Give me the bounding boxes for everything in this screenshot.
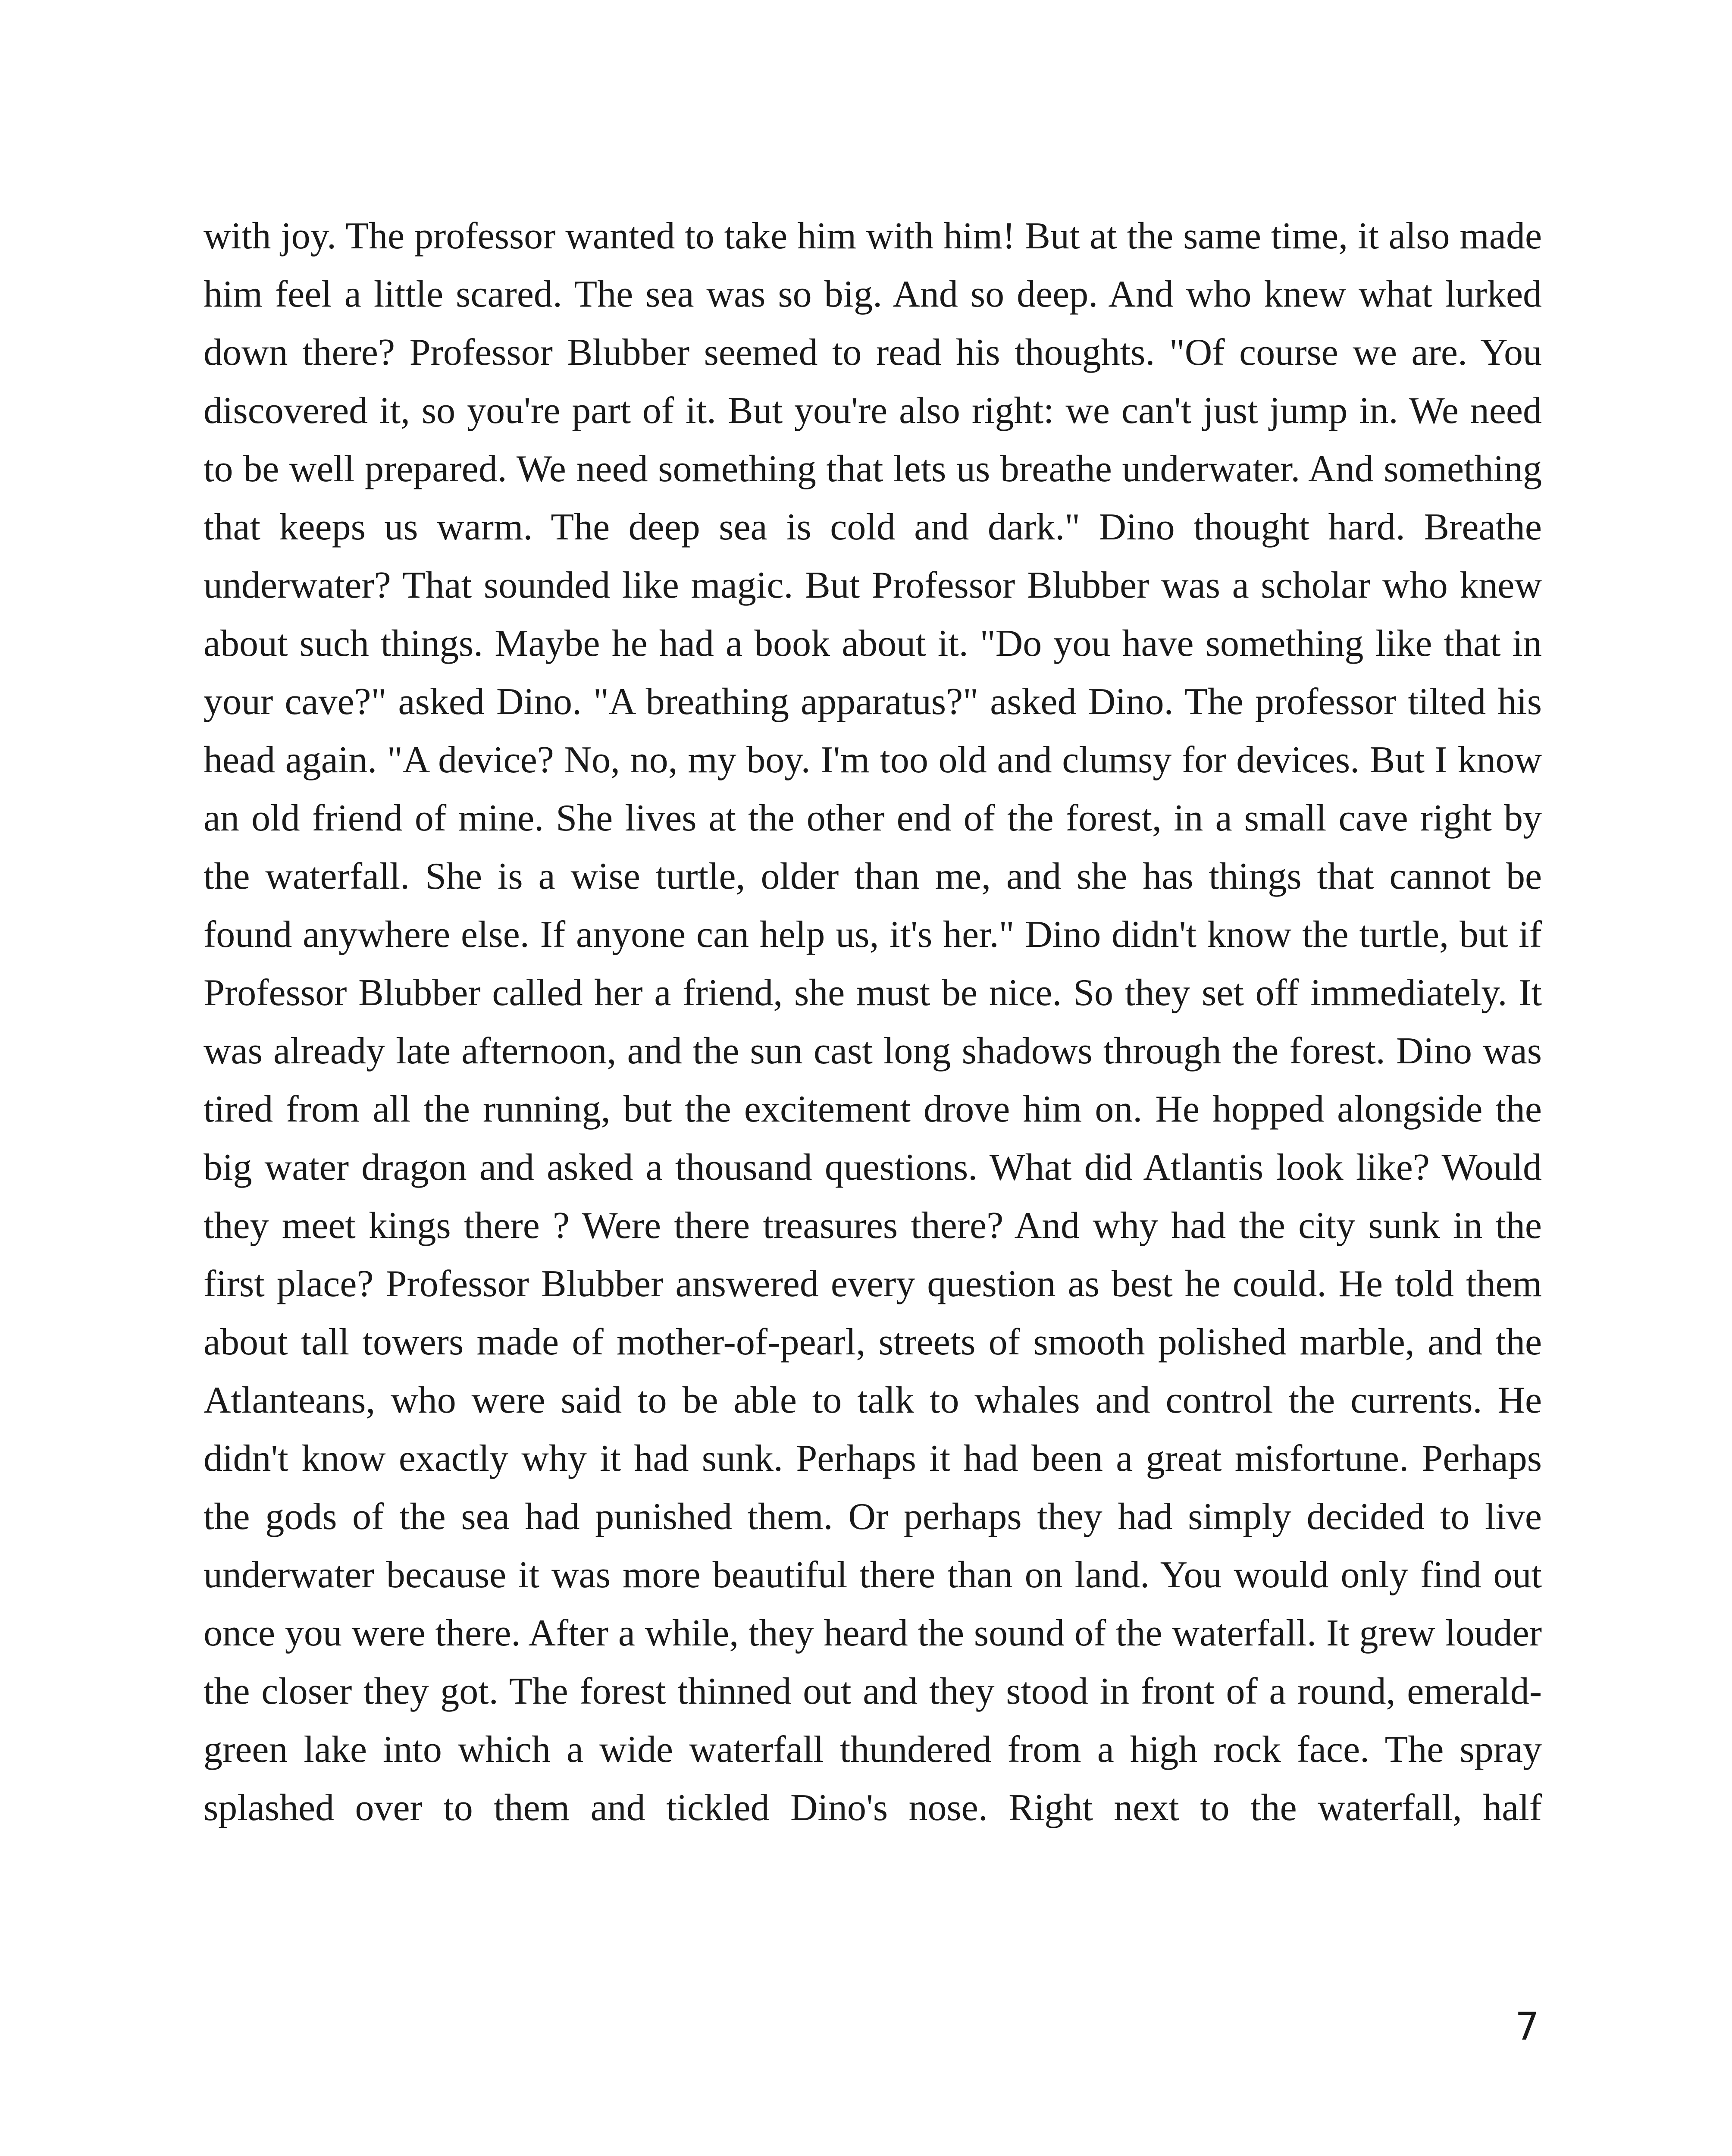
body-paragraph: with joy. The professor wanted to take him with him! But at the same time, it also made him feel a little scared. The sea was so big. And so deep. And who knew what lurked down there? Professor Blubber seemed to read his thoughts. "Of course we are. You discovered it, so you're part of it. But you're also right: we can't just jump in. We need to be well prepared. We need something that lets us breathe underwater. And something that keeps us warm. The deep sea is cold and dark." Dino thought hard. Breathe underwater? That sounded like magic. But Professor Blubber was a scholar who knew about such things. Maybe he had a book about it. "Do you have something like that in your cave?" asked Dino. "A breathing apparatus?" asked Dino. The professor tilted his head again. "A device? No, no, my boy. I'm too old and clumsy for devices. But I know an old friend of mine. She lives at the other end of the forest, in a small cave right by the waterfall. She is a wise turtle, older than me, and she has things that cannot be found anywhere else. If anyone can help us, it's her." Dino didn't know the turtle, but if Professor Blubber called her a friend, she must be nice. So they set off immediately. It was already late afternoon, and the sun cast long shadows through the forest. Dino was tired from all the running, but the excitement drove him on. He hopped alongside the big water dragon and asked a thousand questions. What did Atlantis look like? Would they meet kings there ? Were there treasures there? And why had the city sunk in the first place? Professor Blubber answered every question as best he could. He told them about tall towers made of mother-of-pearl, streets of smooth polished marble, and the Atlanteans, who were said to be able to talk to whales and control the currents. He didn't know exactly why it had sunk. Perhaps it had been a great misfortune. Perhaps the gods of the sea had punished them. Or perhaps they had simply decided to live underwater because it was more beautiful there than on land. You would only find out once you were there. After a while, they heard the sound of the waterfall. It grew louder the closer they got. The forest thinned out and they stood in front of a round, emerald-green lake into which a wide waterfall thundered from a high rock face. The spray splashed over to them and tickled Dino's nose. Right next to the waterfall, half	[204, 215, 1542, 1829]
page-number: 7	[1515, 2004, 1539, 2049]
